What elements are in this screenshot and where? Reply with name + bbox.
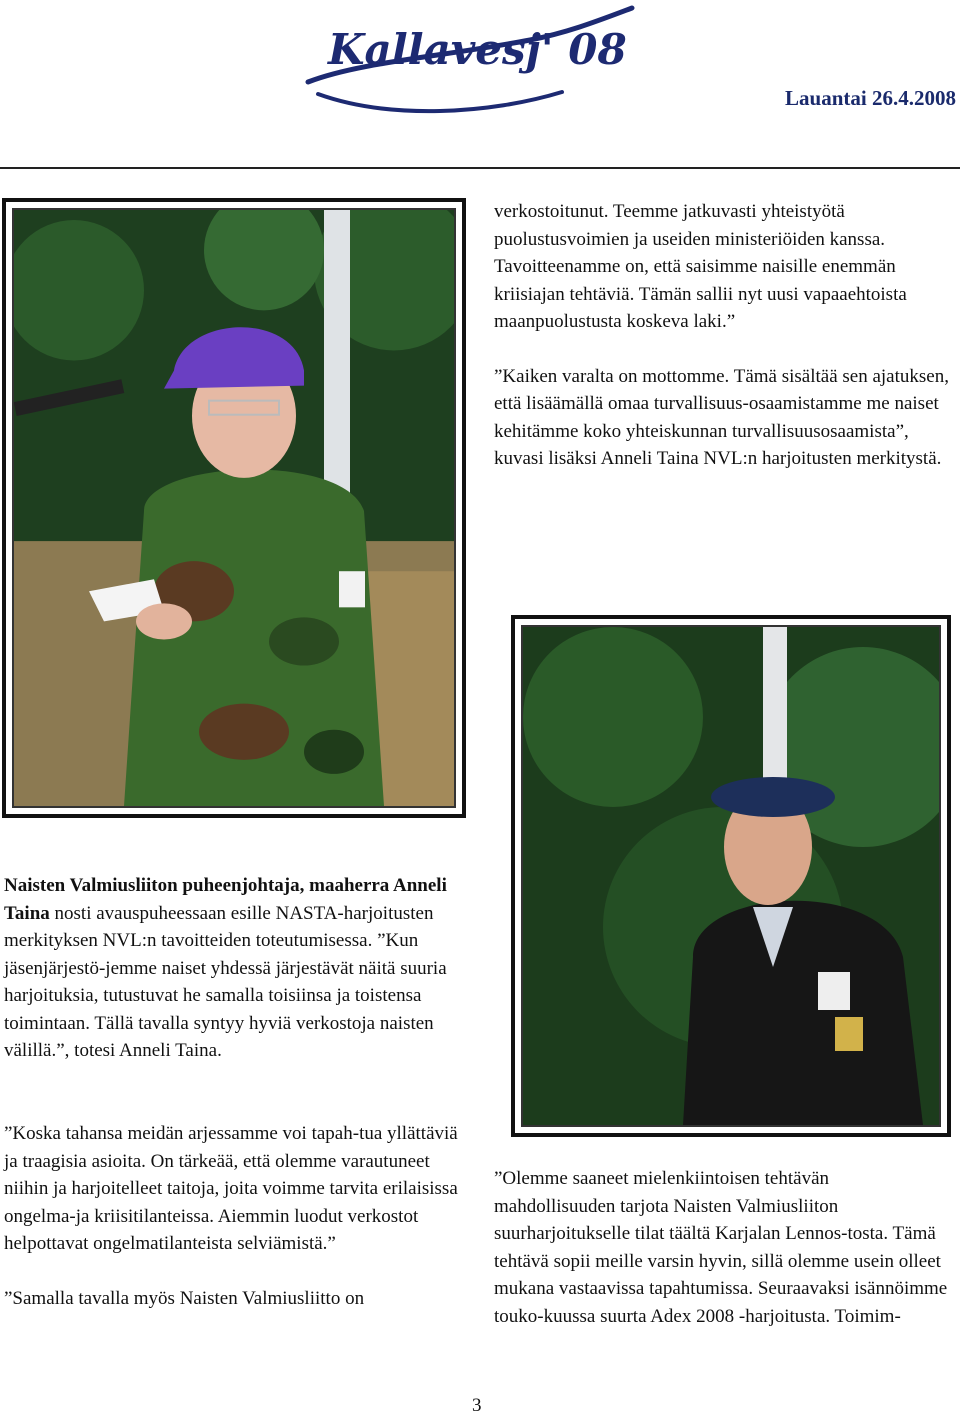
page-number: 3 — [472, 1395, 482, 1416]
caption-lead: Naisten Valmiusliiton puheenjohtaja, maaherra Anneli Taina — [4, 875, 447, 924]
paragraph: verkostoitunut. Teemme jatkuvasti yhteistyötä puolustusvoimien ja useiden ministeriöiden kanssa. Tavoitteenamme on, että saisimme naisille enemmän kriisiajan tehtäviä. Tämän sallii nyt uusi vapaaehtoista maanpuolustusta koskeva laki.” — [494, 201, 907, 332]
photo-speaker-woman — [2, 198, 466, 818]
logo-text: Kallavesj' 08 — [328, 25, 627, 74]
article-left-bottom — [4, 1120, 474, 1312]
caption-text: nosti avauspuheessaan esille NASTA-harjoitusten merkityksen NVL:n tavoitteiden toteutumisessa. ”Kun jäsenjärjestö-jemme naiset yhdessä järjestävät näitä suuria harjoituksia, tutustuvat he samalla toisiinsa ja toistensa toimintaan. Tällä tavalla syntyy hyviä verkostoja naisten välillä.”, totesi Anneli Taina. — [4, 902, 447, 1061]
paragraph: ”Samalla tavalla myös Naisten Valmiusliitto on — [4, 1287, 365, 1309]
masthead-logo — [300, 2, 640, 120]
paragraph: ”Olemme saaneet mielenkiintoisen tehtävän mahdollisuuden tarjota Naisten Valmiusliiton suurharjoitukselle tilat täältä Karjalan Lennos-tosta. Tämä tehtävä sopii meille varsin hyvin, sillä olemme usein olleet mukana vastaavissa tapahtumissa. Seuraavaksi isännöimme touko-kuussa suurta Adex 2008 -harjoitusta. Toimim- — [494, 1168, 948, 1327]
header-divider — [0, 167, 960, 169]
paragraph: ”Kaiken varalta on mottomme. Tämä sisältää sen ajatuksen, että lisäämällä omaa turvallisuus-osaamistamme me naiset kehitämme koko yhteiskunnan turvallisuusosaamista”, kuvasi lisäksi Anneli Taina NVL:n harjoitusten merkitystä. — [494, 365, 949, 469]
photo-officer-man — [511, 615, 951, 1137]
paragraph: ”Koska tahansa meidän arjessamme voi tapah-tua yllättäviä ja traagisia asioita. On tärkeää, että olemme varautuneet niihin ja harjoitelleet taitoja, joita voimme tarvita erilaisissa ongelma-ja kriisitilanteissa. Aiemmin luodut verkostot helpottavat ongelmatilanteista selviämistä.” — [4, 1123, 458, 1254]
issue-date: Lauantai 26.4.2008 — [785, 86, 956, 110]
photo-caption — [4, 872, 474, 1065]
article-right-bottom — [494, 1165, 954, 1330]
article-right-top — [494, 198, 954, 473]
